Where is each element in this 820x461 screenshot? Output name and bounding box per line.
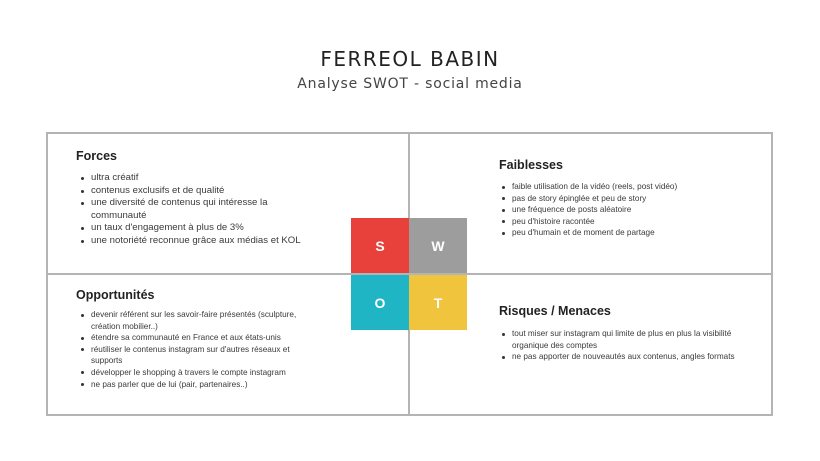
list-item: réutiliser le contenus instagram sur d'autres réseaux et supports (80, 344, 320, 367)
opportunites-list (80, 309, 320, 390)
page-subtitle: Analyse SWOT - social media (297, 76, 523, 92)
list-item: un taux d'engagement à plus de 3% (80, 222, 305, 235)
list-item: une fréquence de posts aléatoire (501, 204, 761, 216)
faiblesses-heading: Faiblesses (499, 158, 563, 172)
list-item: une notoriété reconnue grâce aux médias et KOL (80, 235, 305, 248)
list-item: tout miser sur instagram qui limite de plus en plus la visibilité organique des comptes (501, 328, 741, 351)
swot-tile-threats: T (409, 275, 467, 330)
list-item: ne pas parler que de lui (pair, partenaires..) (80, 379, 320, 391)
faiblesses-list (501, 181, 761, 239)
list-item: peu d'histoire racontée (501, 216, 761, 228)
list-item: une diversité de contenus qui intéresse la communauté (80, 197, 305, 222)
list-item: développer le shopping à travers le compte instagram (80, 367, 320, 379)
forces-heading: Forces (76, 149, 117, 163)
page-title: FERREOL BABIN (320, 47, 500, 71)
list-item: ultra créatif (80, 172, 305, 185)
list-item: étendre sa communauté en France et aux états-unis (80, 332, 320, 344)
list-item: ne pas apporter de nouveautés aux contenus, angles formats (501, 351, 741, 363)
menaces-list (501, 328, 741, 363)
swot-tile-strengths: S (351, 218, 409, 273)
swot-tile-weaknesses: W (409, 218, 467, 273)
opportunites-heading: Opportunités (76, 288, 155, 302)
list-item: faible utilisation de la vidéo (reels, post vidéo) (501, 181, 761, 193)
swot-tile-opportunities: O (351, 275, 409, 330)
list-item: pas de story épinglée et peu de story (501, 193, 761, 205)
list-item: peu d'humain et de moment de partage (501, 227, 761, 239)
forces-list (80, 172, 305, 248)
menaces-heading: Risques / Menaces (499, 304, 611, 318)
list-item: devenir référent sur les savoir-faire présentés (sculpture, création mobilier..) (80, 309, 320, 332)
list-item: contenus exclusifs et de qualité (80, 185, 305, 198)
